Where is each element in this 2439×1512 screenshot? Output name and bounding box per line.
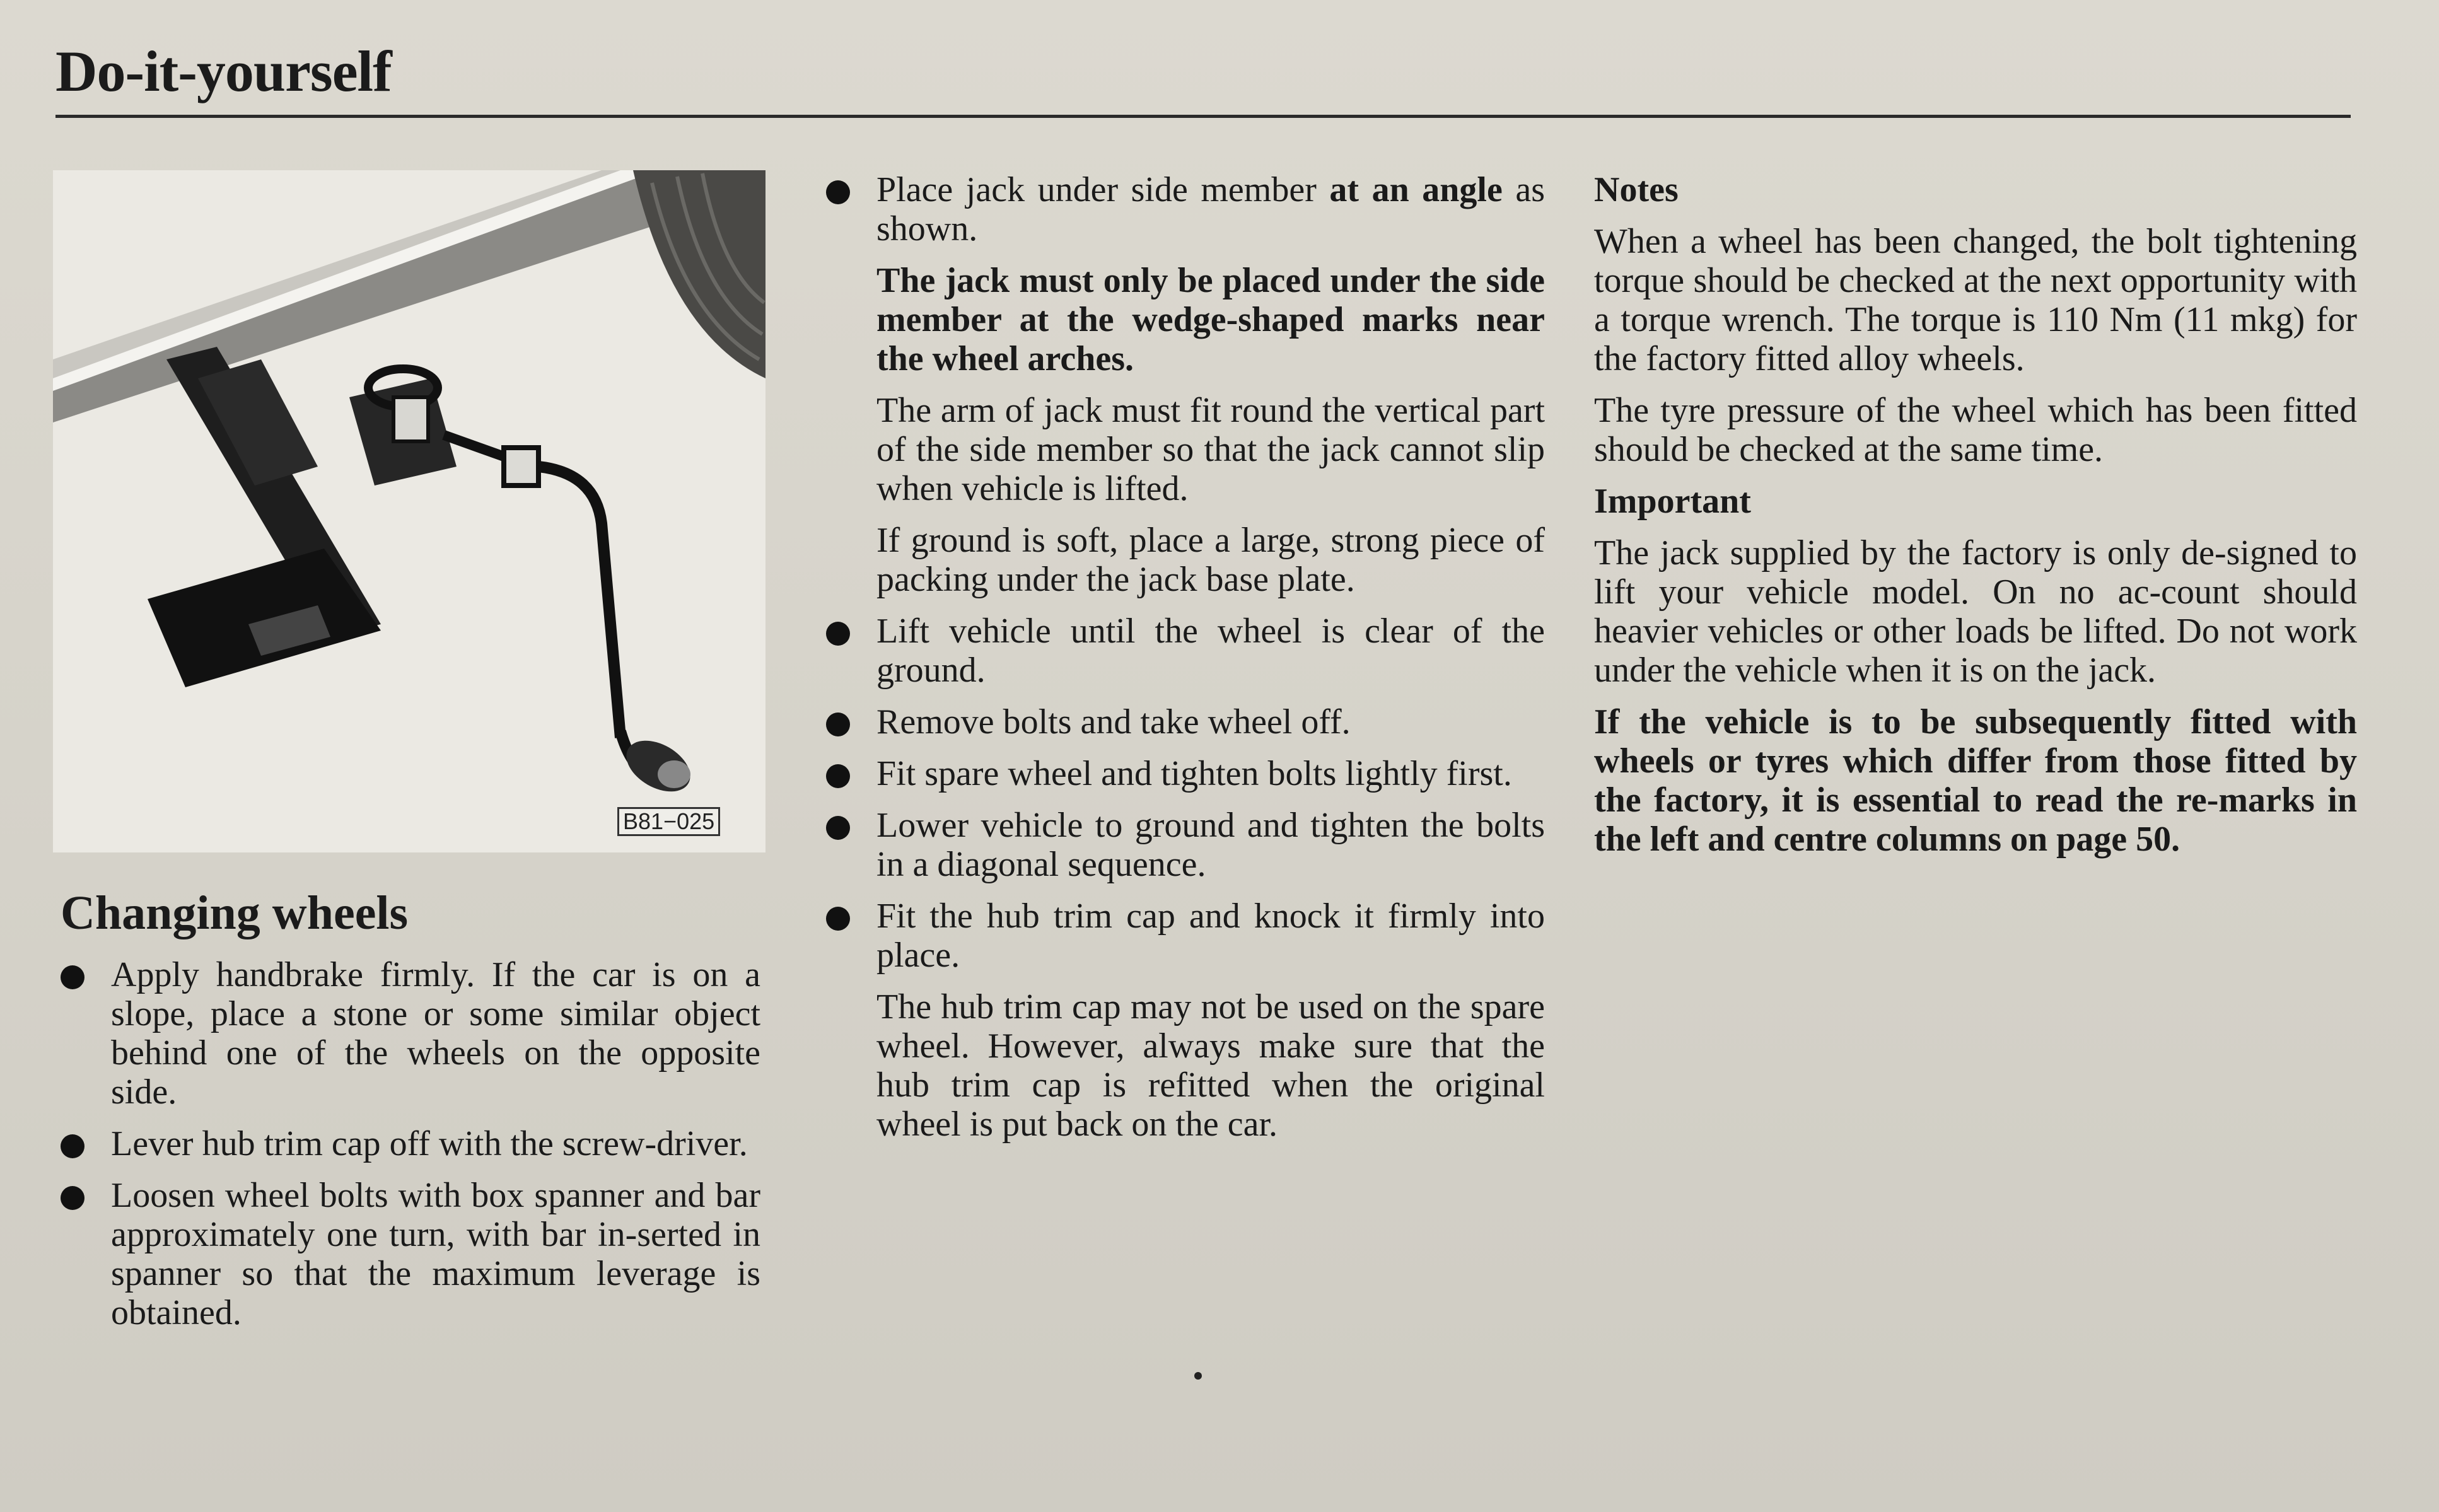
list-item: Fit the hub trim cap and knock it firmly into place. [826, 897, 1545, 975]
middle-steps-list-top [826, 170, 1545, 248]
list-item: Fit spare wheel and tighten bolts lightly first. [826, 754, 1545, 793]
list-item: Lever hub trim cap off with the screw-driver. [61, 1124, 760, 1163]
jack-arm-paragraph: The arm of jack must fit round the vertical part of the side member so that the jack cannot slip when vehicle is lifted. [876, 391, 1545, 508]
bullet-icon [61, 1134, 84, 1158]
list-item: Lower vehicle to ground and tighten the bolts in a diagonal sequence. [826, 806, 1545, 884]
important-heading: Important [1594, 482, 1751, 521]
middle-steps-list [826, 612, 1545, 975]
left-column [61, 955, 760, 1345]
important-bold-paragraph: If the vehicle is to be subsequently fitted with wheels or tyres which differ from those fitted by the factory, it is essential to read the re-marks in the left and centre columns on page 50. [1594, 702, 2357, 859]
figure-reference-label: B81−025 [617, 807, 720, 836]
bullet-icon [826, 764, 850, 788]
bullet-icon [826, 907, 850, 931]
list-item: Apply handbrake firmly. If the car is on a slope, place a stone or some similar object behind one of the wheels on the opposite side. [61, 955, 760, 1112]
list-item: Place jack under side member at an angle as shown. [826, 170, 1545, 248]
important-paragraph: The jack supplied by the factory is only de-signed to lift your vehicle model. On no ac-count should heavier vehicles or other loads be lifted. Do not work under the vehicle when it is on the jack. [1594, 533, 2357, 690]
page-title: Do-it-yourself [55, 39, 392, 103]
notes-paragraph-pressure: The tyre pressure of the wheel which has been fitted should be checked at the same time. [1594, 391, 2357, 469]
notes-heading: Notes [1594, 170, 1679, 209]
list-item: Remove bolts and take wheel off. [826, 702, 1545, 741]
bullet-icon [826, 180, 850, 204]
bullet-icon [826, 712, 850, 736]
jack-warning-text: The jack must only be placed under the side member at the wedge-shaped marks near the wheel arches. [876, 261, 1545, 378]
jack-drawing [53, 170, 765, 852]
bullet-icon [61, 1186, 84, 1210]
bullet-icon [826, 816, 850, 840]
bullet-icon [61, 965, 84, 989]
print-dot [1194, 1372, 1202, 1380]
list-item: Loosen wheel bolts with box spanner and bar approximately one turn, with bar in-serted in spanner so that the maximum leverage is obtained. [61, 1176, 760, 1332]
bullet-icon [826, 622, 850, 646]
middle-column [826, 170, 1545, 1156]
soft-ground-paragraph: If ground is soft, place a large, strong piece of packing under the jack base plate. [876, 521, 1545, 599]
right-column [1594, 170, 2357, 871]
left-steps-list [61, 955, 760, 1332]
hub-trim-paragraph: The hub trim cap may not be used on the spare wheel. However, always make sure that the hub trim cap is refitted when the original wheel is put back on the car. [876, 987, 1545, 1144]
list-item: Lift vehicle until the wheel is clear of the ground. [826, 612, 1545, 690]
header-divider [55, 115, 2351, 118]
notes-paragraph-torque: When a wheel has been changed, the bolt tightening torque should be checked at the next opportunity with a torque wrench. The torque is 110 Nm (11 mkg) for the factory fitted alloy wheels. [1594, 222, 2357, 378]
jack-illustration [53, 170, 765, 852]
section-heading: Changing wheels [61, 887, 409, 939]
